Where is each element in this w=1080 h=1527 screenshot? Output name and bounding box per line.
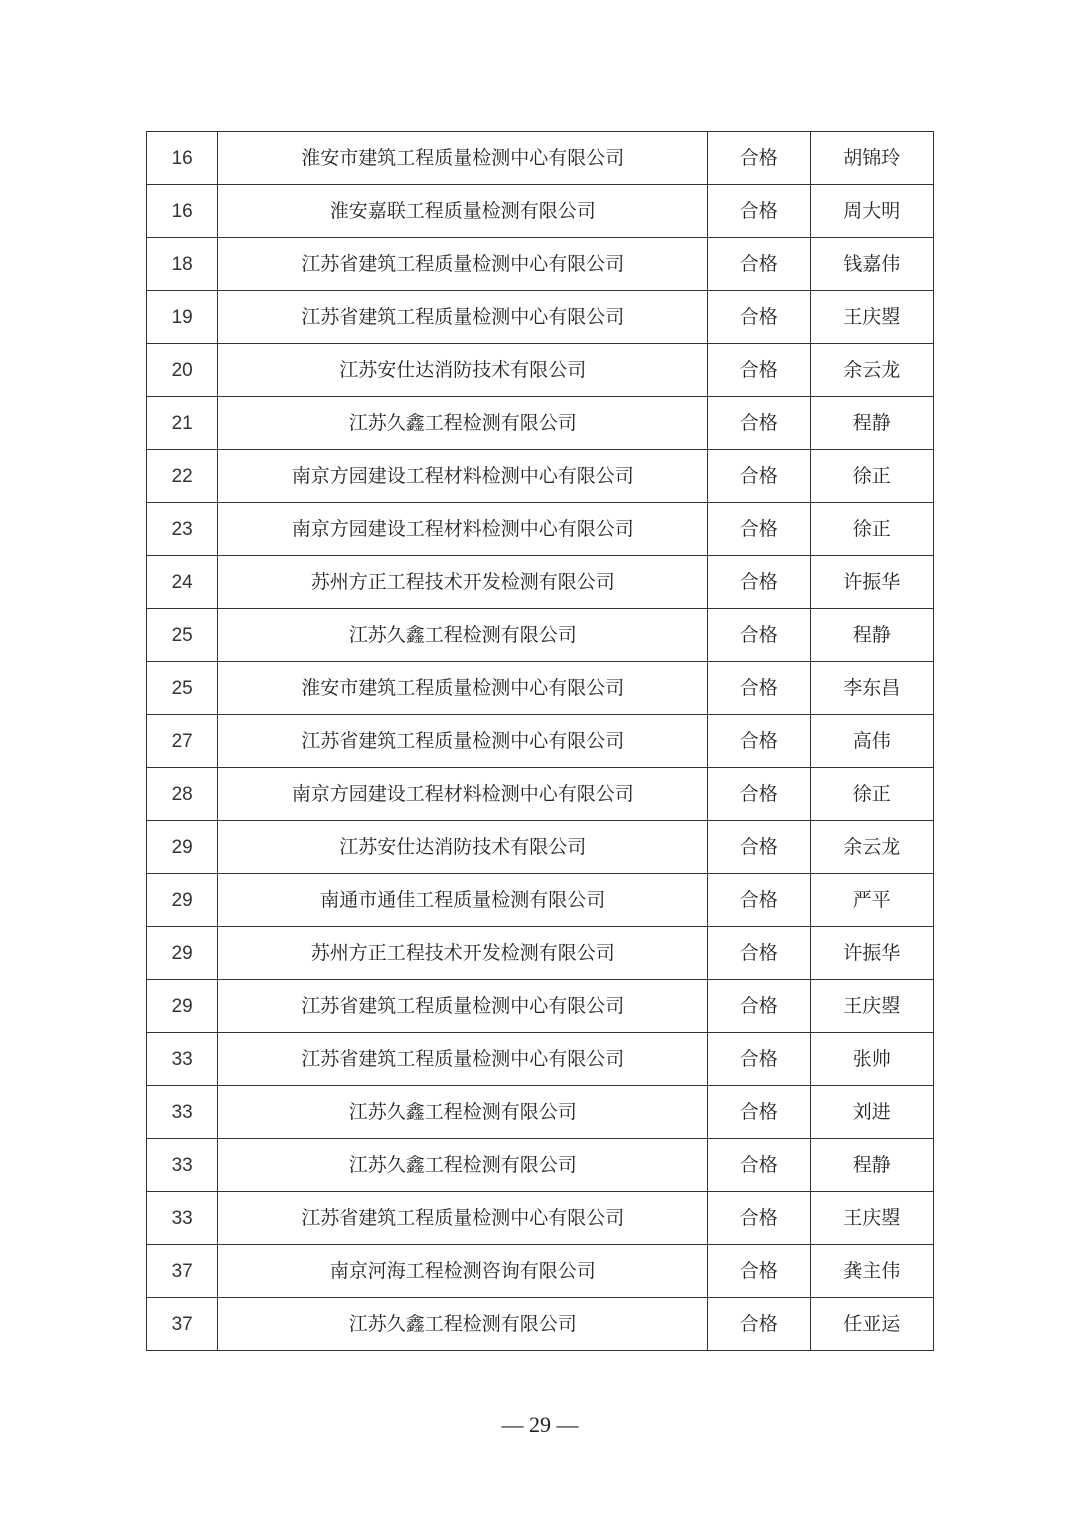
results-table [146, 131, 934, 1351]
result-cell: 合格 [708, 980, 810, 1033]
company-cell: 淮安市建筑工程质量检测中心有限公司 [218, 132, 708, 185]
rank-cell: 33 [147, 1033, 218, 1086]
result-cell: 合格 [708, 1245, 810, 1298]
table-row [147, 874, 934, 927]
person-cell: 许振华 [810, 927, 934, 980]
table-row [147, 238, 934, 291]
result-cell: 合格 [708, 556, 810, 609]
result-cell: 合格 [708, 397, 810, 450]
table-row [147, 450, 934, 503]
person-cell: 龚主伟 [810, 1245, 934, 1298]
person-cell: 张帅 [810, 1033, 934, 1086]
table-row [147, 927, 934, 980]
person-cell: 程静 [810, 397, 934, 450]
person-cell: 徐正 [810, 503, 934, 556]
table-row [147, 980, 934, 1033]
company-cell: 南京方园建设工程材料检测中心有限公司 [218, 503, 708, 556]
company-cell: 淮安市建筑工程质量检测中心有限公司 [218, 662, 708, 715]
person-cell: 许振华 [810, 556, 934, 609]
table-row [147, 185, 934, 238]
person-cell: 李东昌 [810, 662, 934, 715]
person-cell: 严平 [810, 874, 934, 927]
company-cell: 江苏久鑫工程检测有限公司 [218, 397, 708, 450]
company-cell: 江苏省建筑工程质量检测中心有限公司 [218, 1033, 708, 1086]
person-cell: 王庆曌 [810, 1192, 934, 1245]
rank-cell: 22 [147, 450, 218, 503]
company-cell: 苏州方正工程技术开发检测有限公司 [218, 927, 708, 980]
table-row [147, 768, 934, 821]
company-cell: 南京河海工程检测咨询有限公司 [218, 1245, 708, 1298]
company-cell: 江苏久鑫工程检测有限公司 [218, 1086, 708, 1139]
person-cell: 程静 [810, 609, 934, 662]
result-cell: 合格 [708, 185, 810, 238]
person-cell: 余云龙 [810, 821, 934, 874]
table-row [147, 132, 934, 185]
person-cell: 余云龙 [810, 344, 934, 397]
person-cell: 高伟 [810, 715, 934, 768]
table-row [147, 556, 934, 609]
company-cell: 江苏安仕达消防技术有限公司 [218, 821, 708, 874]
result-cell: 合格 [708, 1192, 810, 1245]
results-table-body [147, 132, 934, 1351]
result-cell: 合格 [708, 662, 810, 715]
result-cell: 合格 [708, 927, 810, 980]
rank-cell: 33 [147, 1139, 218, 1192]
result-cell: 合格 [708, 132, 810, 185]
person-cell: 钱嘉伟 [810, 238, 934, 291]
company-cell: 江苏省建筑工程质量检测中心有限公司 [218, 1192, 708, 1245]
person-cell: 徐正 [810, 768, 934, 821]
rank-cell: 19 [147, 291, 218, 344]
result-cell: 合格 [708, 344, 810, 397]
result-cell: 合格 [708, 874, 810, 927]
rank-cell: 37 [147, 1245, 218, 1298]
rank-cell: 28 [147, 768, 218, 821]
person-cell: 胡锦玲 [810, 132, 934, 185]
result-cell: 合格 [708, 768, 810, 821]
result-cell: 合格 [708, 503, 810, 556]
table-row [147, 291, 934, 344]
rank-cell: 27 [147, 715, 218, 768]
table-row [147, 1245, 934, 1298]
company-cell: 江苏省建筑工程质量检测中心有限公司 [218, 715, 708, 768]
rank-cell: 20 [147, 344, 218, 397]
rank-cell: 29 [147, 874, 218, 927]
result-cell: 合格 [708, 1298, 810, 1351]
company-cell: 江苏省建筑工程质量检测中心有限公司 [218, 291, 708, 344]
rank-cell: 33 [147, 1192, 218, 1245]
company-cell: 淮安嘉联工程质量检测有限公司 [218, 185, 708, 238]
company-cell: 江苏省建筑工程质量检测中心有限公司 [218, 238, 708, 291]
person-cell: 刘进 [810, 1086, 934, 1139]
company-cell: 南通市通佳工程质量检测有限公司 [218, 874, 708, 927]
rank-cell: 25 [147, 609, 218, 662]
result-cell: 合格 [708, 1033, 810, 1086]
rank-cell: 29 [147, 821, 218, 874]
company-cell: 江苏久鑫工程检测有限公司 [218, 1139, 708, 1192]
rank-cell: 16 [147, 132, 218, 185]
person-cell: 徐正 [810, 450, 934, 503]
page-number: — 29 — [501, 1412, 579, 1437]
person-cell: 周大明 [810, 185, 934, 238]
result-cell: 合格 [708, 450, 810, 503]
table-row [147, 1192, 934, 1245]
rank-cell: 16 [147, 185, 218, 238]
company-cell: 南京方园建设工程材料检测中心有限公司 [218, 450, 708, 503]
result-cell: 合格 [708, 1139, 810, 1192]
table-row [147, 821, 934, 874]
rank-cell: 24 [147, 556, 218, 609]
rank-cell: 29 [147, 927, 218, 980]
result-cell: 合格 [708, 238, 810, 291]
rank-cell: 37 [147, 1298, 218, 1351]
table-row [147, 715, 934, 768]
table-row [147, 662, 934, 715]
company-cell: 江苏安仕达消防技术有限公司 [218, 344, 708, 397]
rank-cell: 25 [147, 662, 218, 715]
company-cell: 江苏久鑫工程检测有限公司 [218, 609, 708, 662]
table-row [147, 1139, 934, 1192]
result-cell: 合格 [708, 291, 810, 344]
result-cell: 合格 [708, 715, 810, 768]
table-row [147, 397, 934, 450]
company-cell: 苏州方正工程技术开发检测有限公司 [218, 556, 708, 609]
table-row [147, 1033, 934, 1086]
person-cell: 王庆曌 [810, 291, 934, 344]
rank-cell: 33 [147, 1086, 218, 1139]
person-cell: 王庆曌 [810, 980, 934, 1033]
result-cell: 合格 [708, 609, 810, 662]
table-row [147, 344, 934, 397]
rank-cell: 29 [147, 980, 218, 1033]
table-row [147, 1086, 934, 1139]
company-cell: 南京方园建设工程材料检测中心有限公司 [218, 768, 708, 821]
rank-cell: 21 [147, 397, 218, 450]
result-cell: 合格 [708, 821, 810, 874]
table-row [147, 503, 934, 556]
company-cell: 江苏久鑫工程检测有限公司 [218, 1298, 708, 1351]
table-row [147, 1298, 934, 1351]
result-cell: 合格 [708, 1086, 810, 1139]
rank-cell: 18 [147, 238, 218, 291]
company-cell: 江苏省建筑工程质量检测中心有限公司 [218, 980, 708, 1033]
person-cell: 程静 [810, 1139, 934, 1192]
table-row [147, 609, 934, 662]
rank-cell: 23 [147, 503, 218, 556]
person-cell: 任亚运 [810, 1298, 934, 1351]
